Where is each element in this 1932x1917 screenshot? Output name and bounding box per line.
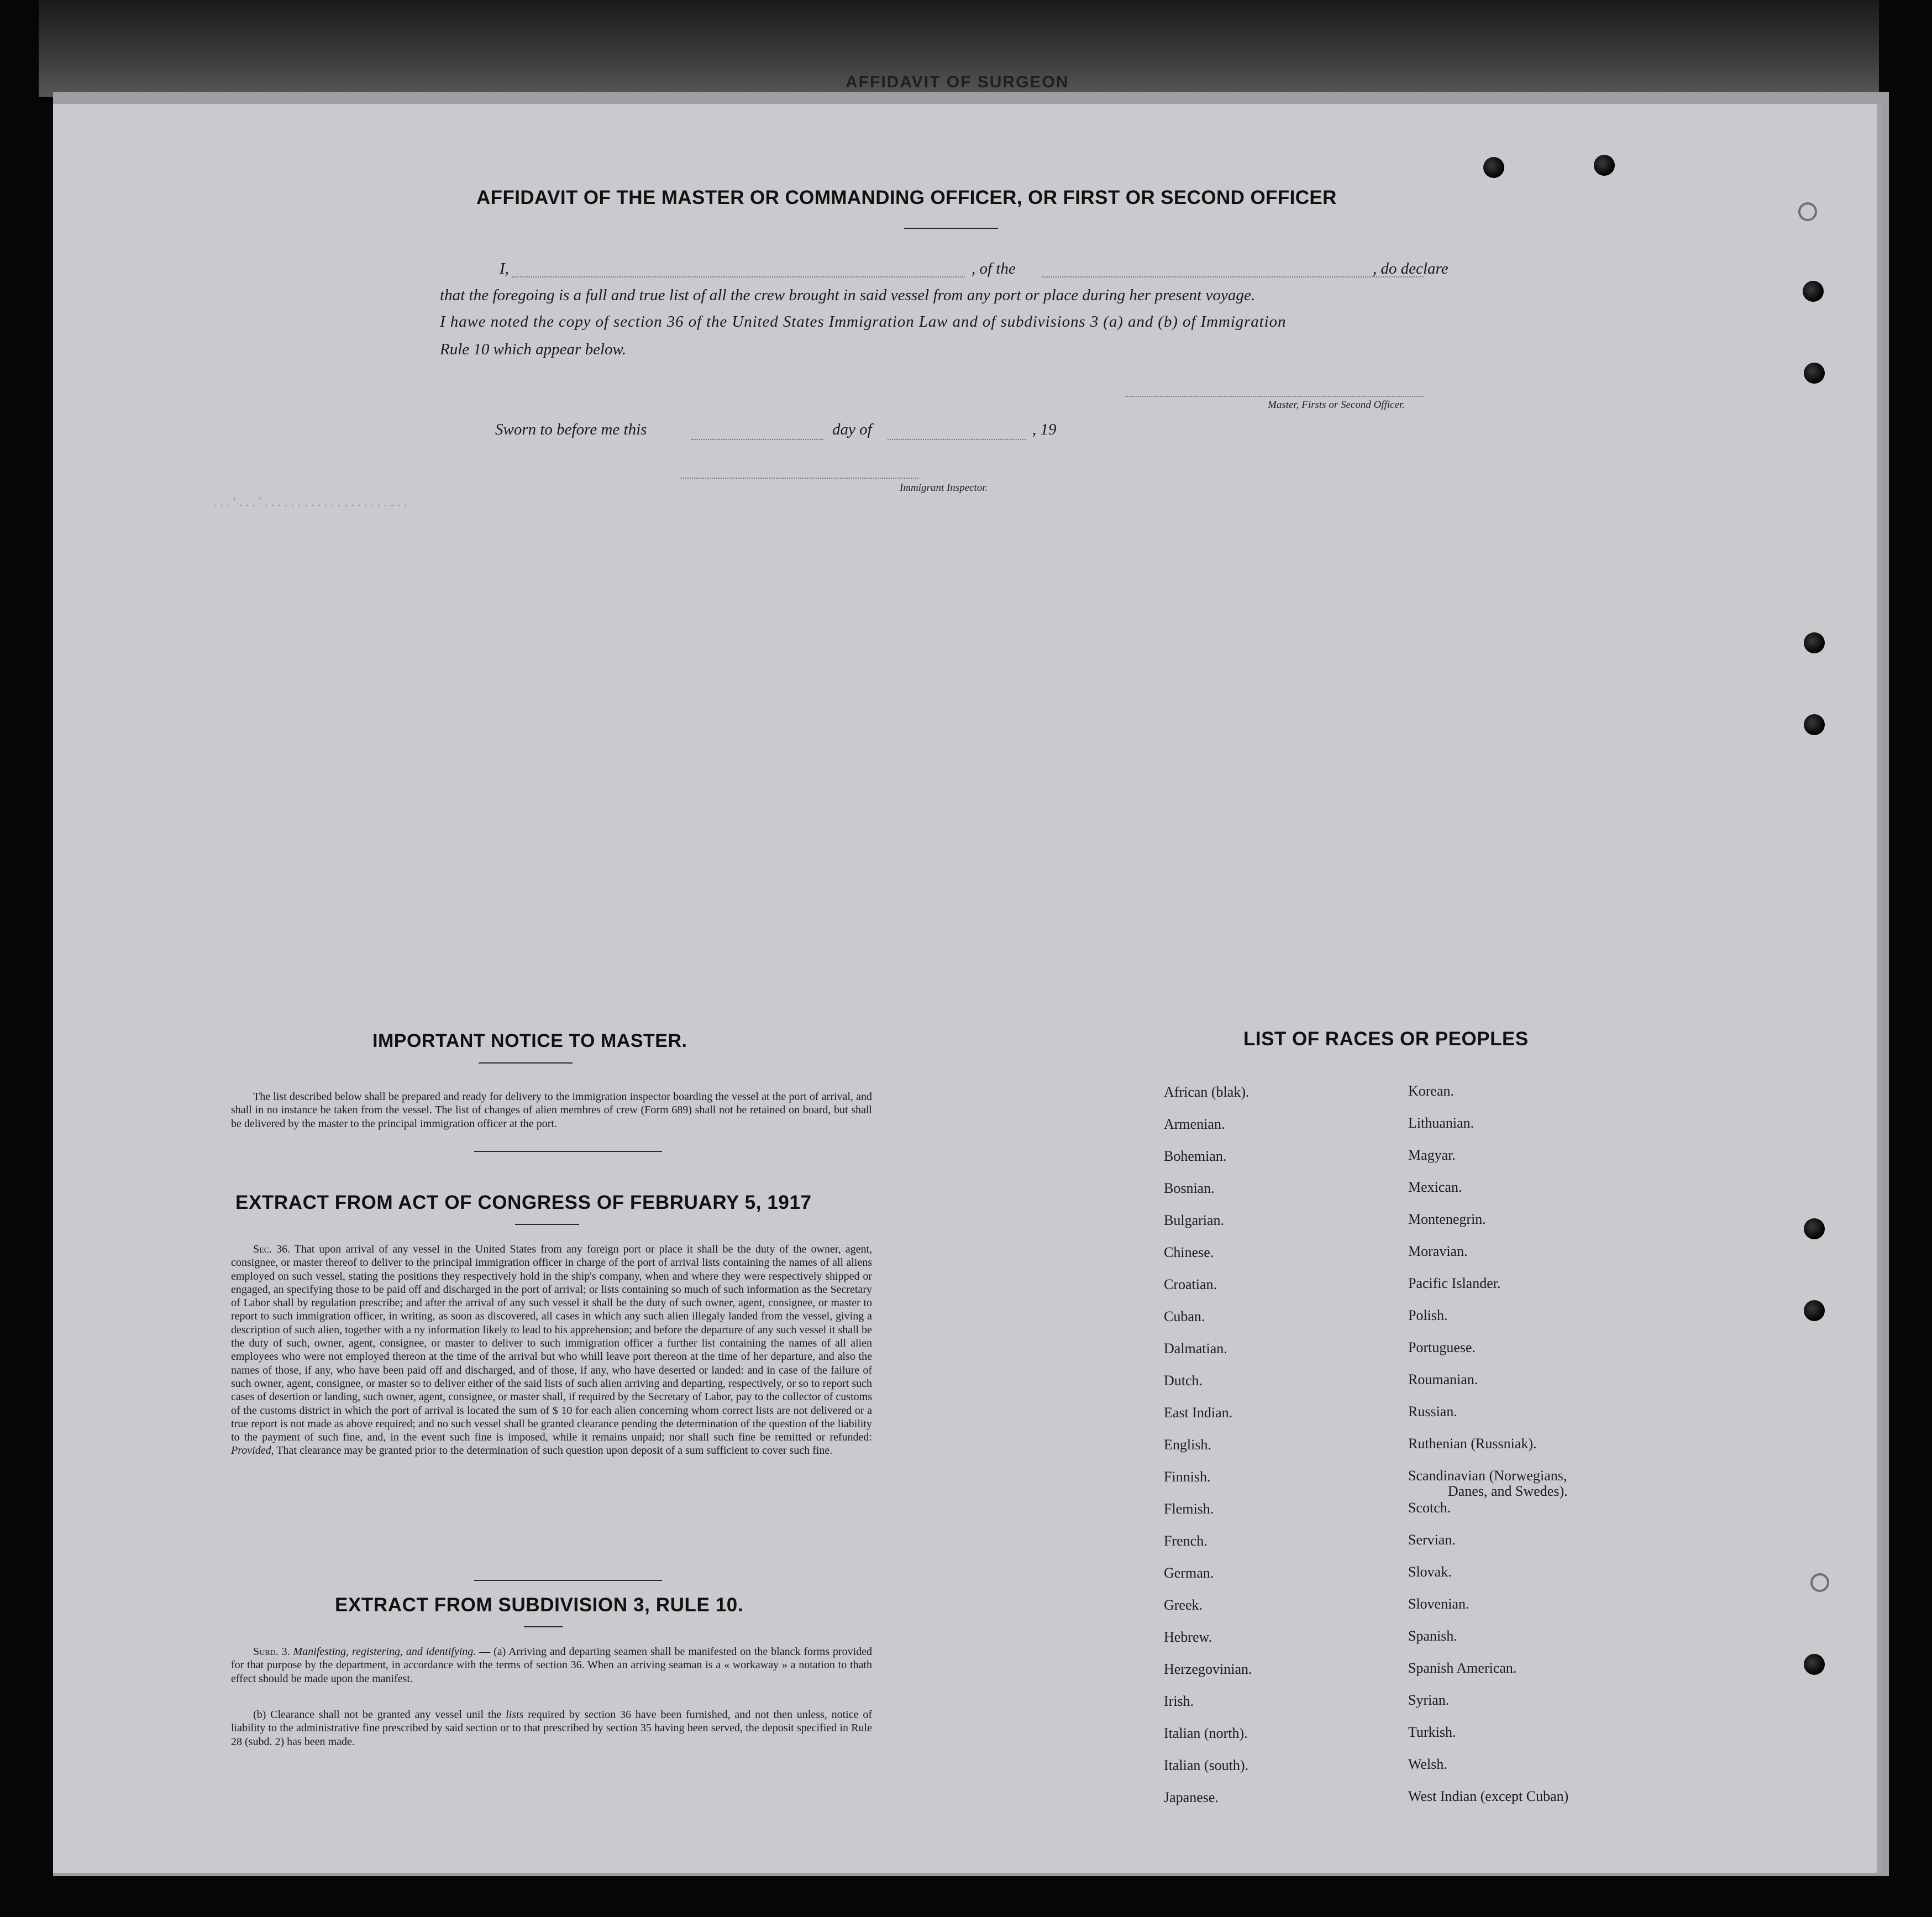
act-section-label: Sec. 36. <box>253 1243 291 1255</box>
race-item: Moravian. <box>1408 1243 1468 1259</box>
notice-text: The list described below shall be prepared and ready for delivery to the immigration inspector boarding the vessel at the port of arrival, and shall in no instance be taken from the vessel. The list of changes of alien membres of crew (Form 689) shall not be retained on board, but shall be delivered by the master to the principal immigration officer at the port. <box>231 1091 872 1130</box>
race-item: Irish. <box>1164 1693 1194 1709</box>
punch-hole-icon <box>1804 632 1825 653</box>
affidavit-declare: , do declare <box>1373 260 1448 277</box>
race-item: Montenegrin. <box>1408 1211 1486 1227</box>
race-item: Spanish American. <box>1408 1660 1517 1676</box>
race-item: Turkish. <box>1408 1724 1456 1740</box>
act-end-rule <box>474 1580 662 1581</box>
race-item: Bulgarian. <box>1164 1212 1225 1228</box>
race-item: Korean. <box>1408 1083 1455 1099</box>
rule-text-a <box>231 1645 872 1685</box>
affidavit-title: AFFIDAVIT OF THE MASTER OR COMMANDING OFFICER, OR FIRST OR SECOND OFFICER <box>476 187 1337 208</box>
year-label: , 19 <box>1032 421 1057 438</box>
race-item: Magyar. <box>1408 1147 1456 1163</box>
race-item: German. <box>1164 1565 1214 1581</box>
race-item: West Indian (except Cuban) <box>1408 1788 1569 1804</box>
sworn-day-field[interactable] <box>691 439 823 440</box>
race-item: Italian (south). <box>1164 1757 1249 1773</box>
race-item: Chinese. <box>1164 1244 1214 1260</box>
sworn-label: Sworn to before me this <box>495 421 647 438</box>
rule-subd-title: Manifesting, registering, and identifying. <box>293 1646 476 1658</box>
affidavit-line-3: I hawe noted the copy of section 36 of the United States Immigration Law and of subdivisions 3 (a) and (b) of Immigration <box>440 313 1287 331</box>
affidavit-title-rule <box>904 228 998 229</box>
act-body-end: That clearance may be granted prior to the determination of such question upon deposit of a sum sufficient to cover such fine. <box>276 1444 833 1457</box>
act-provided: Provided, <box>231 1444 274 1457</box>
rule-subd-b-end: required by section 36 have been furnished, and not then unless, notice of liability to the administrative fine prescribed by said section or to that prescribed by section 35 having been served, the deposit specified in Rule 28 (subd. 2) has been made. <box>231 1709 872 1748</box>
race-item <box>1408 1468 1568 1500</box>
officer-signature-field[interactable] <box>1125 396 1424 397</box>
race-item: East Indian. <box>1164 1405 1233 1421</box>
race-item: Hebrew. <box>1164 1629 1212 1645</box>
affidavit-line-4: Rule 10 which appear below. <box>440 341 626 358</box>
bleed-through-marks: . . . ' . . . ' . . . . . . . . . . . . . . . . . . . . . . <box>213 495 407 510</box>
inspector-label: Immigrant Inspector. <box>900 482 988 494</box>
race-item: Lithuanian. <box>1408 1115 1474 1131</box>
day-of-label: day of <box>832 421 872 438</box>
race-item: English. <box>1164 1437 1211 1453</box>
race-item: Bohemian. <box>1164 1148 1227 1164</box>
race-item: Japanese. <box>1164 1789 1219 1805</box>
race-item: Syrian. <box>1408 1692 1450 1708</box>
punch-hole-icon <box>1803 281 1824 302</box>
race-item: Servian. <box>1408 1532 1456 1548</box>
punch-hole-icon <box>1804 1654 1825 1675</box>
race-item: Slovak. <box>1408 1564 1452 1580</box>
race-item: Slovenian. <box>1408 1596 1469 1612</box>
affidavit-i: I, <box>500 260 509 277</box>
notice-rule <box>474 1151 662 1152</box>
race-item: Portuguese. <box>1408 1339 1476 1355</box>
race-item: Roumanian. <box>1408 1371 1478 1387</box>
race-item: Dalmatian. <box>1164 1340 1227 1356</box>
race-item: French. <box>1164 1533 1208 1549</box>
punch-hole-icon <box>1798 202 1817 221</box>
document-page <box>53 104 1881 1873</box>
race-item: Scotch. <box>1408 1500 1451 1516</box>
race-item: Cuban. <box>1164 1308 1205 1324</box>
act-title: EXTRACT FROM ACT OF CONGRESS OF FEBRUARY 5, 1917 <box>235 1192 812 1213</box>
act-body: That upon arrival of any vessel in the United States from any foreign port or place it shall be the duty of the owner, agent, consignee, or master thereof to deliver to the principal immigration officer in charge of the port of arrival lists containing the names of all aliens employed on such vessel, stating the positions they respectively hold in the ship's company, when and where they were respectively shipped or engaged, an specifying those to be paid off and discharged in the port of arrival; or lists containing so much of such information as the Secretary of Labor shall by regulation prescribe; and after the arrival of any such vessel it shall be the duty of such owner, agent, consignee, or master to report to such immigration officer, in writing, as soon as discovered, all cases in which any such alien illegaly landed from the vessel, giving a description of such alien, together with a ny information likely to lead to his apprehension; and before the departure of any such vessel it shall be the duty of such, owner, agent, consignee, or master to deliver to such immigration officer a further list containing the names of all alien employees who were not employed thereon at the time of the arrival but who whill leave port thereon at the time of her departure, and also the names of those, if any, who have been paid off and discharged, and of those, if any, who have deserted or landed: and in case of the failure of such owner, agent, consignee, or master so to deliver either of the said lists of such alien arriving and departing, respectively, or so to report such cases of desertion or landing, such owner, agent, consignee, or master shall, if required by the Secretary of Labor, pay to the collector of customs of the customs district in which the port of arrival is located the sum of $ 10 for each alien concerning whom correct lists are not delivered or a true report is not made as above required; and no such vessel shall be granted clearance pending the determination of the question of the liability to the payment of such fine, and, in the event such fine is imposed, while it remains unpaid; nor shall such fine be remitted or refunded: <box>231 1243 873 1444</box>
inspector-signature-field[interactable] <box>681 478 918 479</box>
act-text <box>231 1243 872 1458</box>
punch-hole-icon <box>1483 157 1504 178</box>
race-item: Bosnian. <box>1164 1180 1215 1196</box>
race-item-scandinavian: Scandinavian (Norwegians, <box>1408 1468 1567 1484</box>
races-column-1 <box>1164 1085 1252 1822</box>
race-item: Russian. <box>1408 1403 1457 1420</box>
notice-title: IMPORTANT NOTICE TO MASTER. <box>372 1030 687 1051</box>
races-column-2 <box>1408 1083 1568 1821</box>
race-item: Pacific Islander. <box>1408 1275 1501 1291</box>
race-item: Finnish. <box>1164 1469 1211 1485</box>
affidavit-of-the: , of the <box>972 260 1016 277</box>
race-item: Spanish. <box>1408 1628 1457 1644</box>
rule-subd-label: Subd. 3. <box>253 1646 290 1658</box>
punch-hole-icon <box>1594 155 1615 176</box>
race-item: Welsh. <box>1408 1756 1447 1772</box>
race-item: Flemish. <box>1164 1501 1214 1517</box>
top-page-edge <box>39 0 1879 97</box>
top-strip-label: AFFIDAVIT OF SURGEON <box>846 73 1069 91</box>
vessel-name-field[interactable] <box>1042 276 1424 277</box>
punch-hole-icon <box>1804 1300 1825 1321</box>
race-item: African (blak). <box>1164 1084 1250 1100</box>
rule-title-rule <box>524 1626 563 1627</box>
race-item: Armenian. <box>1164 1116 1225 1132</box>
rule-subd-b-start: (b) Clearance shall not be granted any vessel unil the <box>253 1709 502 1721</box>
rule-title: EXTRACT FROM SUBDIVISION 3, RULE 10. <box>335 1594 744 1616</box>
race-item: Croatian. <box>1164 1276 1217 1292</box>
race-item: Greek. <box>1164 1597 1203 1613</box>
punch-hole-icon <box>1804 1218 1825 1239</box>
sworn-month-field[interactable] <box>888 439 1026 440</box>
master-name-field[interactable] <box>512 276 965 277</box>
race-item: Polish. <box>1408 1307 1448 1323</box>
race-item: Ruthenian (Russniak). <box>1408 1436 1537 1452</box>
signature-label: Master, Firsts or Second Officer. <box>1268 399 1405 411</box>
notice-title-rule <box>479 1062 573 1064</box>
rule-text-b <box>231 1708 872 1748</box>
punch-hole-icon <box>1804 363 1825 384</box>
punch-hole-icon <box>1810 1573 1829 1592</box>
affidavit-line-2: that the foregoing is a full and true list of all the crew brought in said vessel from any port or place during her present voyage. <box>440 286 1256 304</box>
race-item: Italian (north). <box>1164 1725 1248 1741</box>
rule-subd-b-lists: lists <box>506 1709 524 1721</box>
race-item: Dutch. <box>1164 1373 1203 1389</box>
race-item: Mexican. <box>1408 1179 1462 1195</box>
race-item-scandinavian-cont: Danes, and Swedes). <box>1448 1483 1568 1499</box>
act-title-rule <box>515 1224 579 1225</box>
races-title: LIST OF RACES OR PEOPLES <box>1243 1028 1529 1050</box>
punch-hole-icon <box>1804 714 1825 735</box>
rule-subd-a: — (a) Arriving and departing seamen shall be manifested on the blanck forms provided for that purpose by the department, in accordance with the terms of section 36. When an arriving seaman is a « workaway » a notation to thath effect should be made upon the manifest. <box>231 1646 873 1685</box>
race-item: Herzegovinian. <box>1164 1661 1252 1677</box>
